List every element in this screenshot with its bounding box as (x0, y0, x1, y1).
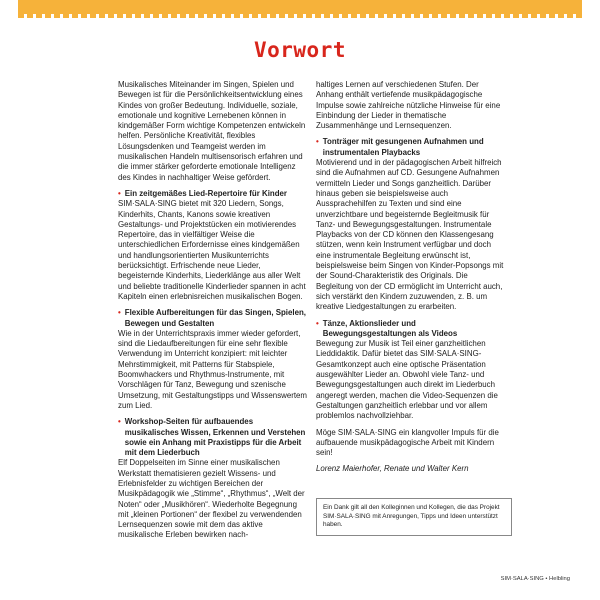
page-footer: SIM·SALA·SING • Helbling (500, 576, 570, 582)
bullet-icon: • (316, 137, 319, 147)
top-decorative-band (18, 0, 582, 14)
section-body: Bewegung zur Musik ist Teil einer ganzheitlichen Lieddidaktik. Dafür bietet das SIM·SALA·SING-Gesamtkonzept auch eine optische Präsentation ausgewählter Lieder an. Obwohl viele Tanz- und Bewegungsgestaltungen auch direkt im Liederbuch angeregt werden, machen die Video-Sequenzen die Gestaltungen ganzheitlich erlebbar und vor allem problemlos nachvollziehbar. (316, 339, 498, 421)
section-tontraeger (316, 137, 506, 312)
section-taenze-videos (316, 319, 506, 422)
section-body: Motivierend und in der pädagogischen Arbeit hilfreich sind die Aufnahmen auf CD. Gesungene Aufnahmen vermitteln Lieder und Songs ganzheitlich. Darüber hinaus geben sie beispielsweise auch Aussprachehilfen zu Texten und sind eine unverzichtbare und begeisternde Begleitmusik für Tanz- und Bewegungsgestaltungen. Instrumentale Playbacks von der CD können den Klassengesang stützen, wenn kein Instrument verfügbar und doch eine instrumentale Begleitung erwünscht ist, beispielsweise beim Singen von Kinder-Popsongs mit der Sound-Charakteristik des Originals. Die Begleitung von der CD ermöglicht im Unterricht auch, sich verstärkt den Kindern zuzuwenden, z. B. um kreative Liedgestaltungen zu erarbeiten. (316, 158, 504, 312)
top-band-wave-edge (18, 14, 582, 18)
closing-paragraph: Möge SIM·SALA·SING ein klangvoller Impuls für die aufbauende musikpädagogische Arbeit mit Kindern sein! (316, 427, 499, 458)
left-column (118, 80, 308, 547)
section-body: Elf Doppelseiten im Sinne einer musikalischen Werkstatt thematisieren gezielt Wissens- und Erlebnisfelder zu wichtigen Bereichen der Musikpädagogik wie „Stimme“, „Rhythmus“, „Welt der Noten“ oder „Musikhören“. Wiederholte Begegnung mit „kleinen Portionen“ der flexibel zu verwendenden Lernsequenzen sowie mit dem das aktive musikalische Erleben bewirken nach- (118, 458, 305, 540)
bullet-icon: • (118, 188, 121, 198)
right-column (316, 80, 506, 475)
continuation-paragraph: haltiges Lernen auf verschiedenen Stufen. Der Anhang enthält vertiefende musikpädagogische Impulse sowie zahlreiche nützliche Hinweise für eine Einbindung der Lieder in thematische Zusammenhänge und Lernsequenzen. (316, 80, 501, 131)
intro-paragraph: Musikalisches Miteinander im Singen, Spielen und Bewegen ist für die Persönlichkeitsentwicklung eines Kindes von großer Bedeutung. Individuelle, soziale, emotionale und kognitive Lernebenen können in kindgemäßer Form wichtige Kompetenzen entwickeln helfen. Persönliche Kreativität, flexibles Lösungsdenken und Teamgeist werden im musikalischen Handeln multisensorisch erfahren und die immer stärker geforderte emotionale Intelligenz des Kindes in nachhaltiger Weise gefördert. (118, 80, 306, 182)
bullet-icon: • (118, 417, 121, 427)
bullet-icon: • (118, 308, 121, 318)
bullet-icon: • (316, 318, 319, 328)
section-heading: Ein zeitgemäßes Lied-Repertoire für Kinder (124, 188, 287, 198)
section-flexible-aufbereitungen (118, 308, 308, 411)
section-heading: Flexible Aufbereitungen für das Singen, Spielen, Bewegen und Gestalten (124, 308, 306, 328)
section-body: Wie in der Unterrichtspraxis immer wieder gefordert, sind die Liedaufbereitungen für eine sehr flexible Verwendung im Unterricht konzipiert: mit leichter Mehrstimmigkeit, mit Patterns für Stabspiele, Boomwhackers und Rhythmus-Instrumente, mit Vorschlägen für Tanz, Bewegung und szenische Umsetzung, mit Gestaltungstipps und Wissenswertem zum Lied. (118, 328, 308, 410)
section-workshop-seiten (118, 417, 308, 541)
section-heading: Workshop-Seiten für aufbauendes musikalisches Wissen, Erkennen und Verstehen sowie ein Anhang mit Praxistipps für die Arbeit mit dem Liederbuch (124, 417, 306, 458)
thanks-box: Ein Dank gilt all den Kolleginnen und Kollegen, die das Projekt SIM·SALA·SING mit Anregungen, Tipps und Ideen unterstützt haben. (316, 498, 512, 536)
section-lied-repertoire (118, 189, 308, 302)
page-title: Vorwort (253, 38, 346, 62)
section-heading: Tänze, Aktionslieder und Bewegungsgestaltungen als Videos (322, 318, 458, 338)
section-heading: Tonträger mit gesungenen Aufnahmen und instrumentalen Playbacks (322, 137, 484, 157)
section-body: SIM·SALA·SING bietet mit 320 Liedern, Songs, Kinderhits, Chants, Kanons sowie kreativen Gestaltungs- und Projektstücken ein motivierendes Repertoire, das in vielfältiger Weise die unterschiedlichen Erfordernisse eines kindgemäßen und handlungsorientierten Musikunterrichts berücksichtigt. Erfrischende neue Lieder, begeisternde Kinderhits, Liederklänge aus aller Welt und beliebte traditionelle Kinderlieder spannen in acht Kapiteln einen erlebnisreichen musikalischen Bogen. (118, 199, 306, 301)
author-signature: Lorenz Maierhofer, Renate und Walter Kern (316, 464, 469, 474)
